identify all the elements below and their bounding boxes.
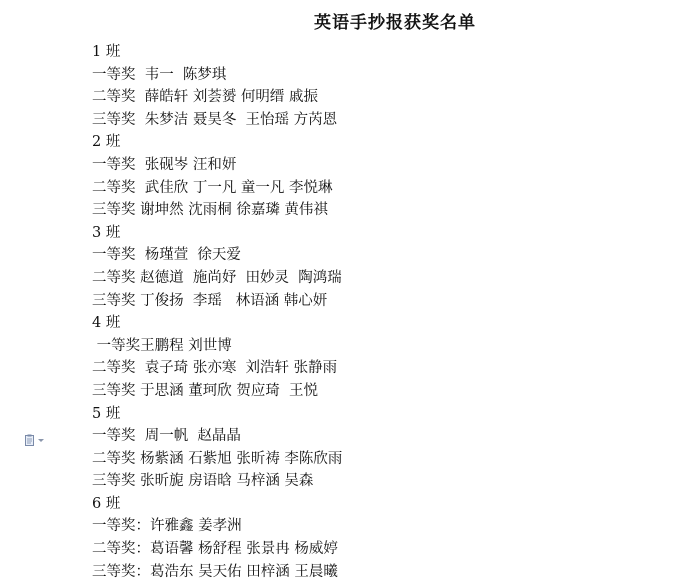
award-line: 一等奖 杨瑾萱 徐天爱: [92, 247, 241, 264]
clipboard-icon: [24, 434, 46, 446]
class-heading-1: 1 班: [92, 44, 121, 60]
award-line: 一等奖王鹏程 刘世博: [92, 337, 232, 354]
award-line: 三等奖 张昕旎 房语晗 马梓涵 吴森: [92, 473, 314, 490]
award-line: 三等奖 丁俊扬 李瑶 林语涵 韩心妍: [92, 292, 328, 309]
class-heading-4: 4 班: [92, 315, 121, 332]
class-heading-5: 5 班: [92, 405, 121, 422]
paste-options-icon[interactable]: [24, 431, 46, 443]
document-title: 英语手抄报获奖名单: [314, 13, 476, 33]
award-line: 一等奖 张砚岑 汪和妍: [92, 156, 237, 173]
award-line: 三等奖 朱梦洁 聂昊冬 王怡瑶 方芮恩: [92, 111, 338, 128]
award-line: 一等奖 周一帆 赵晶晶: [92, 428, 241, 445]
award-line: 三等奖：葛浩东 吴天佑 田梓涵 王晨曦: [92, 563, 338, 580]
class-heading-2: 2 班: [92, 134, 121, 151]
award-line: 二等奖 袁子琦 张亦寒 刘浩轩 张静雨: [92, 360, 338, 377]
document-body: [92, 41, 670, 583]
award-line: 二等奖：葛语馨 杨舒程 张景冉 杨威婷: [92, 541, 338, 558]
award-line: 二等奖 武佳欣 丁一凡 童一凡 李悦琳: [92, 179, 333, 196]
award-line: 一等奖：许雅鑫 姜孝洲: [92, 518, 242, 535]
award-line: 三等奖 于思涵 董珂欣 贺应琦 王悦: [92, 382, 319, 399]
award-line: 三等奖 谢坤然 沈雨桐 徐嘉璘 黄伟祺: [92, 202, 328, 219]
class-heading-6: 6 班: [92, 495, 121, 512]
class-heading-3: 3 班: [92, 224, 121, 241]
award-line: 二等奖 杨紫涵 石紫旭 张昕祷 李陈欣雨: [92, 450, 343, 467]
award-line: 二等奖 赵德道 施尚妤 田妙灵 陶鸿瑞: [92, 269, 342, 286]
award-line: 一等奖 韦一 陈梦琪: [92, 66, 227, 83]
award-line: 二等奖 薛皓轩 刘荟赟 何明缙 戚振: [92, 89, 319, 106]
